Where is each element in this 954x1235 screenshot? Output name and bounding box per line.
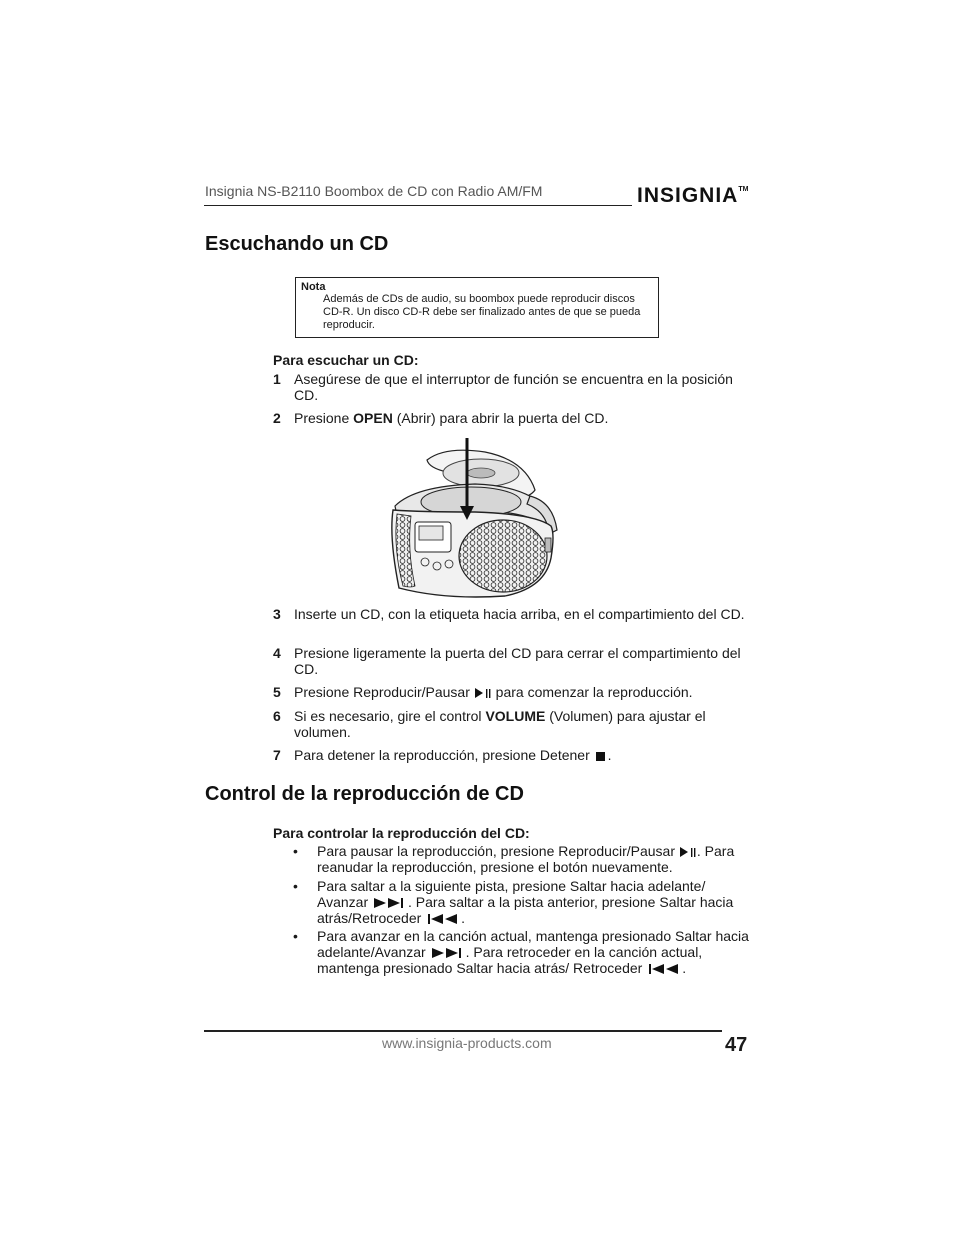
step-5 xyxy=(273,684,749,700)
step-number: 5 xyxy=(273,684,281,700)
step-text: Presione Reproducir/Pausar para comenzar la reproducción. xyxy=(294,684,693,700)
skip-back-icon xyxy=(646,963,682,975)
step-number: 4 xyxy=(273,645,281,661)
bullet-dot: • xyxy=(293,928,298,944)
step-number: 3 xyxy=(273,606,281,622)
bullet-dot: • xyxy=(293,843,298,859)
bullet-text: Para pausar la reproducción, presione Reproducir/Pausar . Para reanudar la reproducción, presione el botón nuevamente. xyxy=(317,843,735,875)
skip-forward-icon xyxy=(372,897,408,909)
play-pause-icon xyxy=(679,846,697,858)
skip-back-icon xyxy=(425,913,461,925)
step-number: 1 xyxy=(273,371,281,387)
skip-forward-icon xyxy=(430,947,466,959)
header-rule xyxy=(204,205,632,206)
bullet-text: Para saltar a la siguiente pista, presione Saltar hacia adelante/ Avanzar . Para saltar a la pista anterior, presione Saltar hacia atrás/Retroceder . xyxy=(317,878,734,926)
section-title-control: Control de la reproducción de CD xyxy=(205,783,524,805)
open-label: OPEN xyxy=(353,410,393,426)
step-3 xyxy=(273,606,749,638)
step-text: Presione ligeramente la puerta del CD para cerrar el compartimiento del CD. xyxy=(294,645,741,677)
section-title-listening: Escuchando un CD xyxy=(205,233,389,255)
note-label: Nota xyxy=(301,281,326,293)
step-text: Asegúrese de que el interruptor de función se encuentra en la posición CD. xyxy=(294,371,733,403)
stop-icon xyxy=(594,750,608,762)
step-4 xyxy=(273,645,749,677)
step-6 xyxy=(273,708,749,740)
logo-text: INSIGNIA xyxy=(637,184,739,207)
bullet-dot: • xyxy=(293,878,298,894)
footer-url: www.insignia-products.com xyxy=(382,1035,552,1051)
bullet-scan xyxy=(293,928,753,992)
procedure-title-listen: Para escuchar un CD: xyxy=(273,352,419,368)
logo-tm: TM xyxy=(738,186,749,193)
step-number: 6 xyxy=(273,708,281,724)
step-text: Inserte un CD, con la etiqueta hacia arriba, en el compartimiento del CD. xyxy=(294,606,745,622)
step-1 xyxy=(273,371,749,403)
step-text: Si es necesario, gire el control VOLUME (Volumen) para ajustar el volumen. xyxy=(294,708,706,740)
step-7 xyxy=(273,747,749,763)
page-number: 47 xyxy=(725,1034,748,1056)
boombox-illustration xyxy=(385,438,565,600)
note-text: Además de CDs de audio, su boombox puede reproducir discos CD-R. Un disco CD-R debe ser finalizado antes de que se pueda reproducir. xyxy=(323,293,641,331)
step-number: 7 xyxy=(273,747,281,763)
step-number: 2 xyxy=(273,410,281,426)
bullet-text: Para avanzar en la canción actual, mantenga presionado Saltar hacia adelante/Avanzar . Para retroceder en la canción actual, mantenga presionado Saltar hacia atrás/ Retroceder . xyxy=(317,928,749,976)
running-header: Insignia NS-B2110 Boombox de CD con Radio AM/FM xyxy=(205,183,543,199)
step-2 xyxy=(273,410,749,426)
step-text: Para detener la reproducción, presione Detener . xyxy=(294,747,612,763)
bullet-pause xyxy=(293,843,753,875)
play-pause-icon xyxy=(474,687,492,699)
footer-rule xyxy=(204,1030,722,1032)
procedure-title-control: Para controlar la reproducción del CD: xyxy=(273,825,530,841)
step-text: Presione OPEN (Abrir) para abrir la puerta del CD. xyxy=(294,410,609,426)
bullet-skip xyxy=(293,878,753,926)
insignia-logo xyxy=(637,184,748,208)
volume-label: VOLUME xyxy=(485,708,546,724)
